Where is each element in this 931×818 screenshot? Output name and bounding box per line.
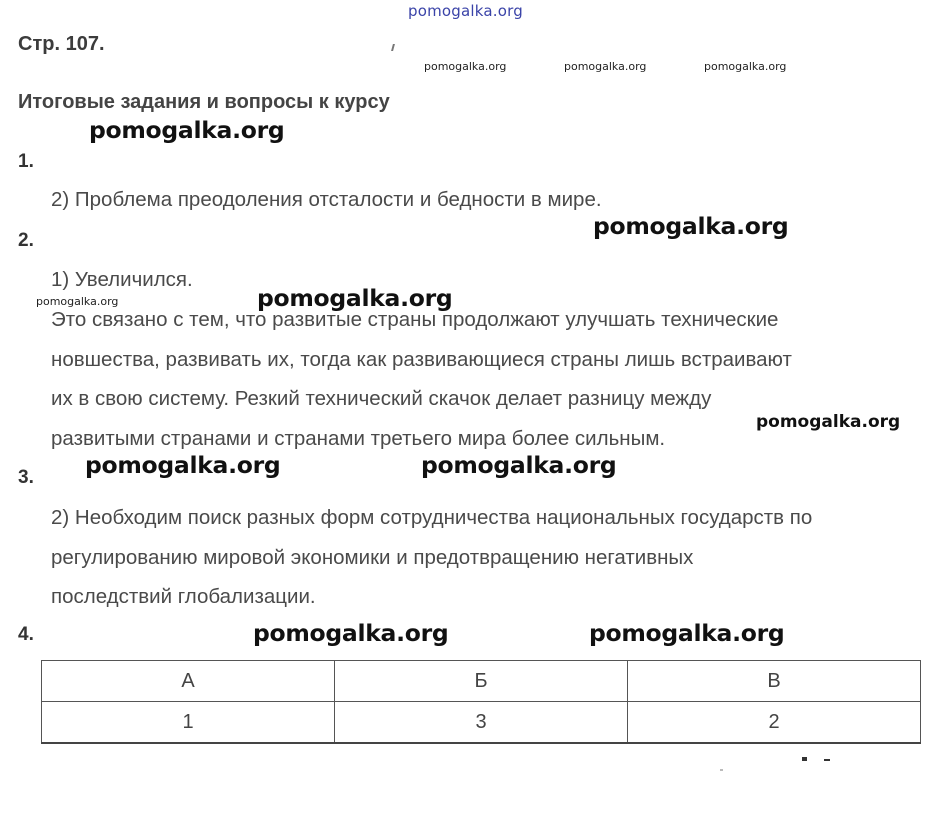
question-3-number: 3. <box>18 467 34 488</box>
question-4-number: 4. <box>18 624 34 645</box>
watermark-large: pomogalka.org <box>85 451 281 479</box>
table-header-cell: В <box>628 661 921 702</box>
answer-table <box>41 660 921 744</box>
watermark-small: pomogalka.org <box>704 60 787 73</box>
table-cell: 1 <box>42 702 335 744</box>
watermark-large: pomogalka.org <box>593 212 789 240</box>
answer-line: регулированию мировой экономики и предотвращению негативных <box>51 545 694 569</box>
watermark-small: pomogalka.org <box>564 60 647 73</box>
question-2-answer: 1) Увеличился. <box>51 268 193 291</box>
question-2-explanation <box>51 300 910 458</box>
watermark-large: pomogalka.org <box>421 451 617 479</box>
scan-speck <box>824 759 830 761</box>
table-header-cell: Б <box>335 661 628 702</box>
explanation-line: Это связано с тем, что развитые страны продолжают улучшать технические <box>51 308 779 331</box>
page-number: Стр. 107. <box>18 33 105 55</box>
question-1-number: 1. <box>18 151 34 172</box>
table-header-row <box>42 661 921 702</box>
explanation-line: их в свою систему. Резкий технический скачок делает разницу между <box>51 387 712 410</box>
scan-speck <box>391 44 395 51</box>
watermark-large: pomogalka.org <box>253 619 449 647</box>
watermark-small: pomogalka.org <box>36 295 119 308</box>
top-watermark: pomogalka.org <box>408 2 523 20</box>
watermark-large: pomogalka.org <box>89 116 285 144</box>
question-2-number: 2. <box>18 230 34 251</box>
explanation-line: развитыми странами и странами третьего мира более сильным. <box>51 426 666 450</box>
watermark-medium: pomogalka.org <box>756 412 901 432</box>
question-3-answer <box>51 498 910 617</box>
table-cell: 3 <box>335 702 628 744</box>
scan-speck <box>720 769 723 771</box>
answer-line: последствий глобализации. <box>51 585 316 608</box>
table-header-cell: А <box>42 661 335 702</box>
section-title: Итоговые задания и вопросы к курсу <box>18 91 390 113</box>
watermark-large: pomogalka.org <box>589 619 785 647</box>
explanation-line: новшества, развивать их, тогда как развивающиеся страны лишь встраивают <box>51 347 792 371</box>
table-cell: 2 <box>628 702 921 744</box>
watermark-large: pomogalka.org <box>257 284 453 312</box>
scan-speck <box>802 757 807 761</box>
question-1-answer: 2) Проблема преодоления отсталости и бедности в мире. <box>51 188 602 211</box>
watermark-small: pomogalka.org <box>424 60 507 73</box>
table-row <box>42 702 921 744</box>
answer-line: 2) Необходим поиск разных форм сотрудничества национальных государств по <box>51 506 813 529</box>
